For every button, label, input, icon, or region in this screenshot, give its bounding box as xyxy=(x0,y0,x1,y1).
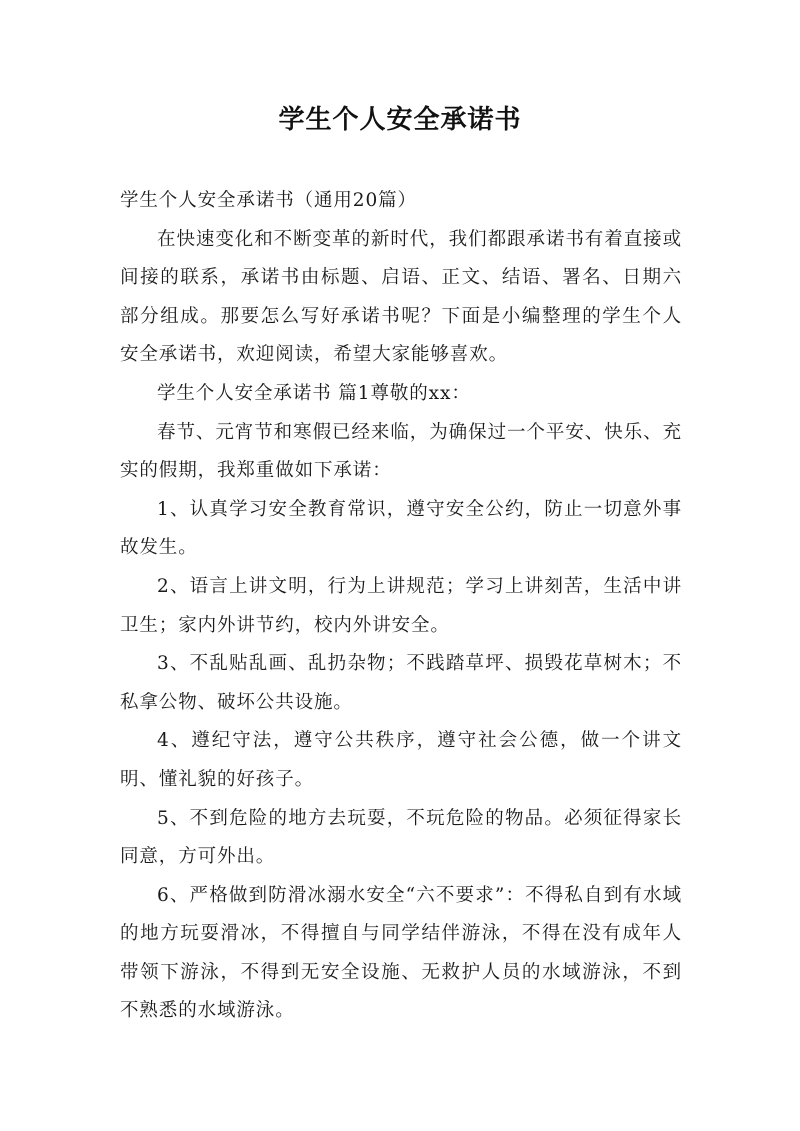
document-title: 学生个人安全承诺书 xyxy=(278,105,522,135)
promise-item-6: 6、严格做到防滑冰溺水安全“六不要求”：不得私自到有水域的地方玩耍滑冰，不得擅自与同学结伴游泳，不得在没有成年人带领下游泳，不得到无安全设施、无救护人员的水域游泳，不到不熟悉的水域游泳。 xyxy=(120,884,682,1022)
section-heading: 学生个人安全承诺书 篇1尊敬的xx： xyxy=(157,382,471,404)
promise-item-2: 2、语言上讲文明，行为上讲规范；学习上讲刻苦，生活中讲卫生；家内外讲节约，校内外讲安全。 xyxy=(120,575,682,636)
promise-item-5: 5、不到危险的地方去玩耍，不玩危险的物品。必须征得家长同意，方可外出。 xyxy=(120,807,682,868)
promise-item-1: 1、认真学习安全教育常识，遵守安全公约，防止一切意外事故发生。 xyxy=(120,498,682,559)
intro-paragraph: 在快速变化和不断变革的新时代，我们都跟承诺书有着直接或间接的联系，承诺书由标题、启语、正文、结语、署名、日期六部分组成。那要怎么写好承诺书呢？下面是小编整理的学生个人安全承诺书，欢迎阅读，希望大家能够喜欢。 xyxy=(120,228,682,366)
document-body xyxy=(120,182,682,1031)
promise-item-4: 4、遵纪守法，遵守公共秩序，遵守社会公德，做一个讲文明、懂礼貌的好孩子。 xyxy=(120,730,682,790)
document-subtitle: 学生个人安全承诺书（通用20篇） xyxy=(120,190,417,211)
opening-paragraph: 春节、元宵节和寒假已经来临，为确保过一个平安、快乐、充实的假期，我郑重做如下承诺： xyxy=(120,421,682,482)
promise-item-3: 3、不乱贴乱画、乱扔杂物；不践踏草坪、损毁花草树木；不私拿公物、破坏公共设施。 xyxy=(120,653,682,713)
